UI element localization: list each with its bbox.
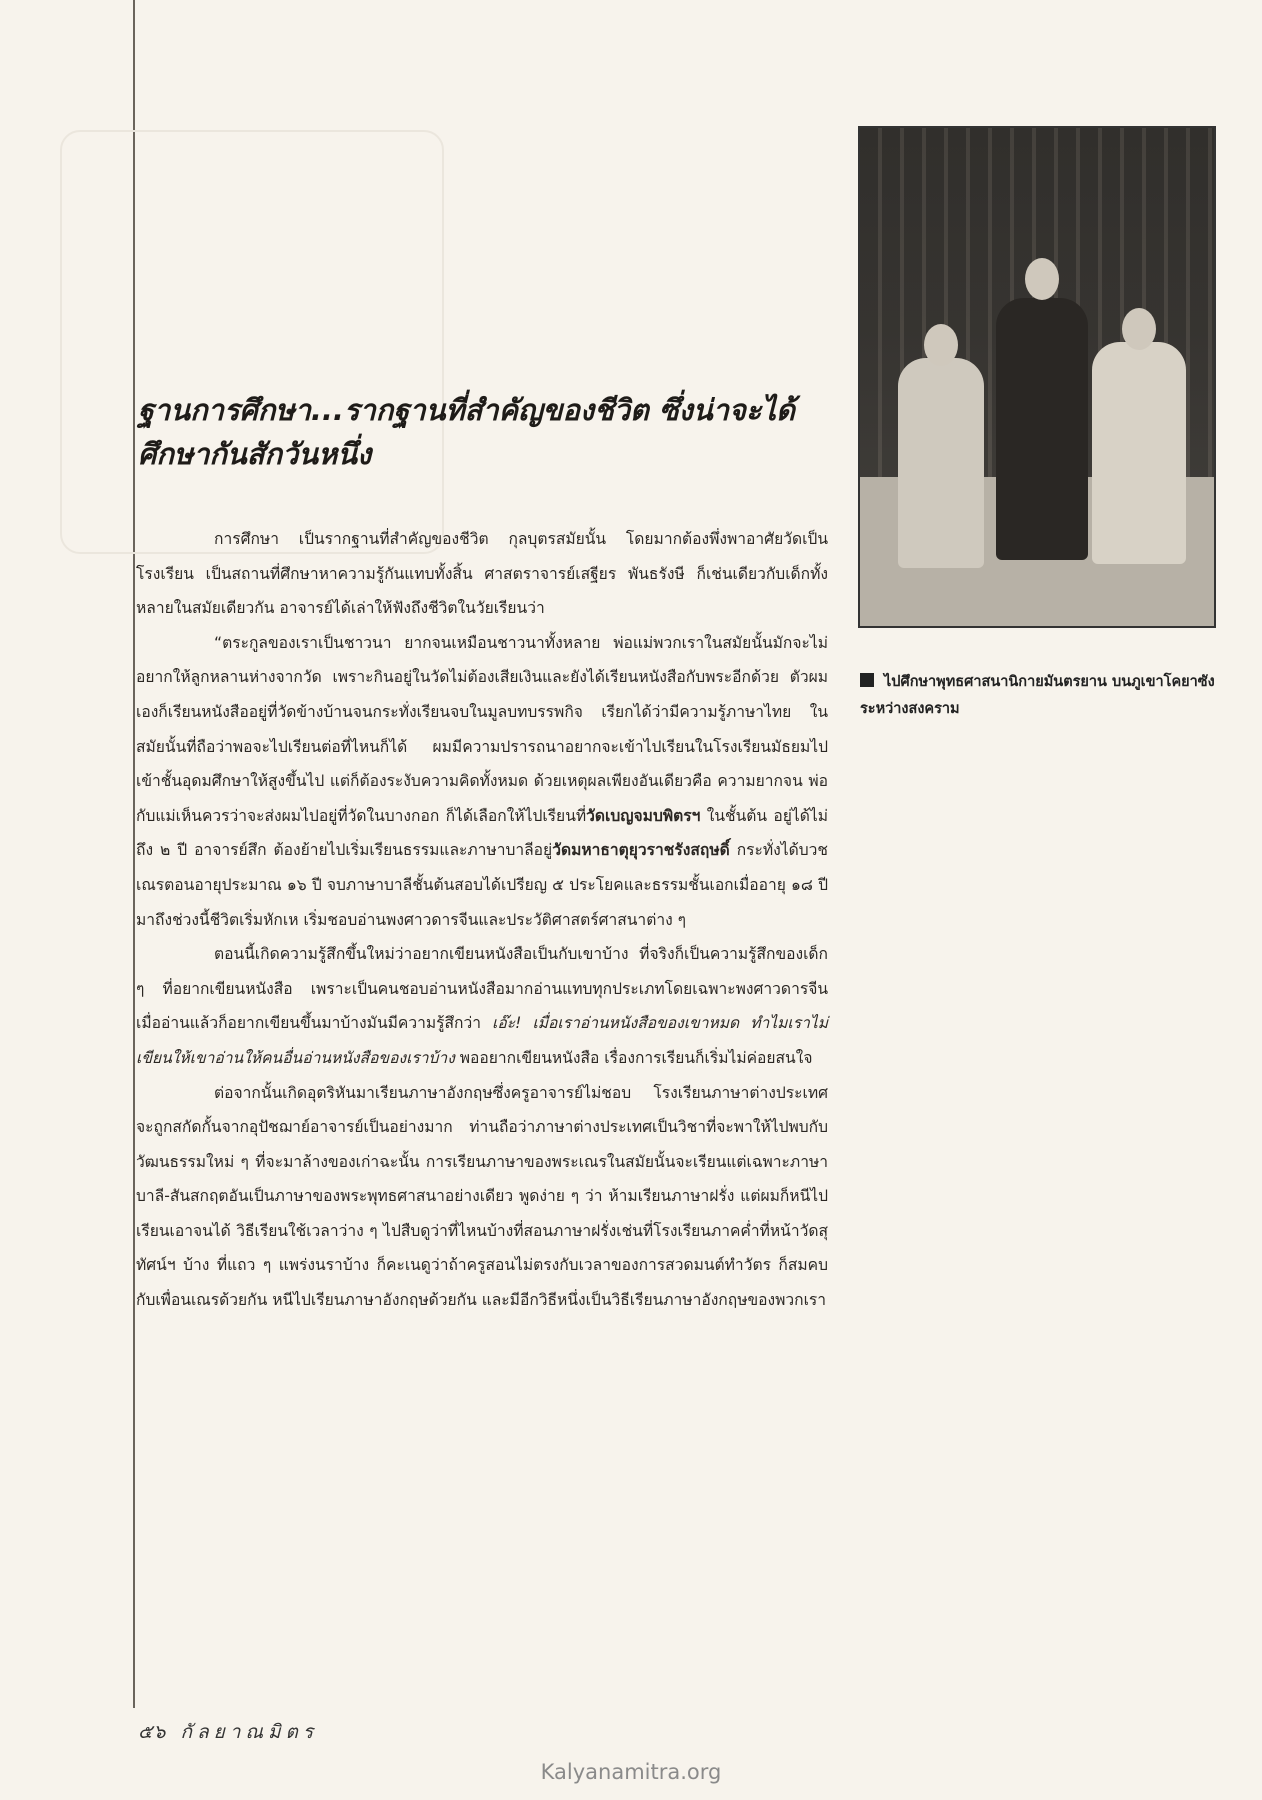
page-footer xyxy=(138,1717,318,1747)
bleed-through-shadow xyxy=(60,130,444,554)
paragraph-3-part-c: พออยากเขียนหนังสือ เรื่องการเรียนก็เริ่มไม่ค่อยสนใจ xyxy=(454,1048,813,1067)
page-number: ๕๖ xyxy=(138,1721,167,1743)
caption-bullet-icon xyxy=(860,673,874,687)
paragraph-2-part-c: ในชั้นต้น อยู่ได้ไม่ถึง ๒ ปี อาจารย์สึก ต้องย้ายไปเริ่มเรียนธรรมและภาษาบาลีอยู่ xyxy=(136,806,828,860)
paragraph-2-part-e: กระทั่งได้บวชเณรตอนอายุประมาณ ๑๖ ปี จบภาษาบาลีชั้นต้นสอบได้เปรียญ ๕ ประโยคและธรรมชั้นเอกเมื่ออายุ ๑๘ ปี มาถึงช่วงนี้ชีวิตเริ่มหักเห เริ่มชอบอ่านพงศาวดารจีนและประวัติศาสตร์ศาสนาต่าง ๆ xyxy=(136,841,828,929)
photo-figure-center xyxy=(996,298,1088,560)
paragraph-3-part-a: ตอนนี้เกิดความรู้สึกขึ้นใหม่ว่าอยากเขียนหนังสือเป็นกับเขาบ้าง ที่จริงก็เป็นความรู้สึกของเด็ก ๆ ที่อยากเขียนหนังสือ เพราะเป็นคนชอบอ่านหนังสือมากอ่านแทบทุกประเภทโดยเฉพาะพงศาวดารจีน เมื่ออ่านแล้วก็อยากเขียนขึ้นมาบ้างมันมีความรู้สึกว่า xyxy=(136,945,828,1033)
site-watermark: Kalyanamitra.org xyxy=(540,1760,722,1784)
article-body xyxy=(136,522,828,1318)
paragraph-2 xyxy=(136,626,828,937)
paragraph-4: ต่อจากนั้นเกิดอุตริหันมาเรียนภาษาอังกฤษซึ่งครูอาจารย์ไม่ชอบ โรงเรียนภาษาต่างประเทศจะถูกสกัดกั้นจากอุปัชฌาย์อาจารย์เป็นอย่างมาก ท่านถือว่าภาษาต่างประเทศเป็นวิชาที่จะพาให้ไปพบกับวัฒนธรรมใหม่ ๆ ที่จะมาล้างของเก่าฉะนั้น การเรียนภาษาของพระเณรในสมัยนั้นจะเรียนแต่เฉพาะภาษาบาลี-สันสกฤตอันเป็นภาษาของพระพุทธศาสนาอย่างเดียว พูดง่าย ๆ ว่า ห้ามเรียนภาษาฝรั่ง แต่ผมก็หนีไปเรียนเอาจนได้ วิธีเรียนใช้เวลาว่าง ๆ ไปสืบดูว่าที่ไหนบ้างที่สอนภาษาฝรั่งเช่นที่โรงเรียนภาคค่ำที่หน้าวัดสุทัศน์ฯ บ้าง ที่แถว ๆ แพร่งนราบ้าง ก็คะเนดูว่าถ้าครูสอนไม่ตรงกับเวลาของการสวดมนต์ทำวัตร ก็สมคบกับเพื่อนเณรด้วยกัน หนีไปเรียนภาษาอังกฤษด้วยกัน และมีอีกวิธีหนึ่งเป็นวิธีเรียนภาษาอังกฤษของพวกเรา xyxy=(136,1083,828,1310)
photo-head-left xyxy=(924,324,958,366)
temple-name-mahathat: วัดมหาธาตุยุวราชรังสฤษดิ์ xyxy=(552,841,730,860)
photo-figure-right xyxy=(1092,342,1186,564)
photo-figure-left xyxy=(898,358,984,568)
photo-caption-text: ไปศึกษาพุทธศาสนานิกายมันตรยาน บนภูเขาโคยาซัง ระหว่างสงคราม xyxy=(860,674,1215,717)
photo-caption xyxy=(860,669,1220,723)
paragraph-2-part-a: “ตระกูลของเราเป็นชาวนา ยากจนเหมือนชาวนาทั้งหลาย พ่อแม่พวกเราในสมัยนั้นมักจะไม่อยากให้ลูกหลานห่างจากวัด เพราะกินอยู่ในวัดไม่ต้องเสียเงินและยังได้เรียนหนังสือกับพระอีกด้วย ตัวผมเองก็เรียนหนังสืออยู่ที่วัดข้างบ้านจนกระทั่งเรียนจบในมูลบทบรรพกิจ เรียกได้ว่ามีความรู้ภาษาไทย ในสมัยนั้นที่ถือว่าพอจะไปเรียนต่อที่ไหนก็ได้ ผมมีความปรารถนาอยากจะเข้าไปเรียนในโรงเรียนมัธยมไปเข้าชั้นอุดมศึกษาให้สูงขึ้นไป แต่ก็ต้องระงับความคิดทั้งหมด ด้วยเหตุผลเพียงอันเดียวคือ ความยากจน พ่อกับแม่เห็นควรว่าจะส่งผมไปอยู่ที่วัดในบางกอก ก็ได้เลือกให้ไปเรียนที่ xyxy=(136,633,828,825)
publication-name: กัลยาณมิตร xyxy=(180,1721,319,1743)
article-heading: ฐานการศึกษา...รากฐานที่สำคัญของชีวิต ซึ่งน่าจะได้ศึกษากันสักวันหนึ่ง xyxy=(138,393,795,471)
photo-head-right xyxy=(1122,308,1156,350)
paragraph-3 xyxy=(136,937,828,1075)
photo-head-center xyxy=(1025,258,1059,300)
paragraph-3-italic-thought: เอ๊ะ! เมื่อเราอ่านหนังสือของเขาหมด ทำไมเราไม่เขียนให้เขาอ่านให้คนอื่นอ่านหนังสือของเราบ้าง xyxy=(136,1014,828,1067)
historical-photo xyxy=(858,126,1216,628)
paragraph-1: การศึกษา เป็นรากฐานที่สำคัญของชีวิต กุลบุตรสมัยนั้น โดยมากต้องพึ่งพาอาศัยวัดเป็นโรงเรียน เป็นสถานที่ศึกษาหาความรู้กันแทบทั้งสิ้น ศาสตราจารย์เสฐียร พันธรังษี ก็เช่นเดียวกับเด็กทั้งหลายในสมัยเดียวกัน อาจารย์ได้เล่าให้ฟังถึงชีวิตในวัยเรียนว่า xyxy=(136,530,828,618)
temple-name-benchamabophit: วัดเบญจมบพิตรฯ xyxy=(586,806,701,825)
